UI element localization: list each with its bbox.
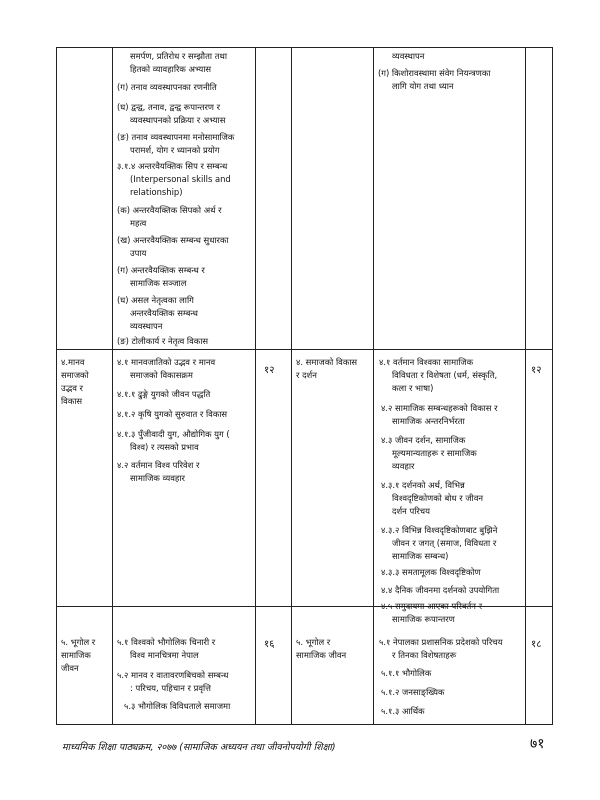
unit-5-hours-2: १८ [531,639,542,650]
content-line: (ङ) टोलीकार्य र नेतृत्व विकास [117,336,209,346]
content-line: ५.१.३ आर्थिक [381,706,425,716]
content-line: व्यवस्थापनको प्रक्रिया र अभ्यास [130,115,226,125]
content-line: ४.५ समुदायमा आएका परिवर्तन र [381,601,482,611]
content-line: र तिनका विशेषताहरू [392,650,457,660]
page-footer: माध्यमिक शिक्षा पाठ्यक्रम, २०७७ (सामाजिक अध्ययन तथा जीवनोपयोगी शिक्षा) [62,742,336,753]
topic-line: ५. भूगोल र [296,637,331,647]
table-border-left [56,47,57,725]
content-line: कला र भाषा) [392,383,434,393]
table-border-right [552,47,553,725]
content-line: (ग) अन्तरवैयक्तिक सम्बन्ध र [117,265,205,275]
unit-4-hours-2: १२ [531,365,542,376]
content-line: (ग) किशोरावस्थामा संवेग नियन्त्रणका [378,68,491,78]
content-line: ४.३.२ विभिन्न विश्वदृष्टिकोणबाट बुझिने [381,525,498,535]
content-line: ५.१ नेपालका प्रशासनिक प्रदेशको परिचय [379,637,503,647]
content-line: मूल्यमान्यताहरू र सामाजिक [392,448,477,458]
content-line: विश्व) र त्यसको प्रभाव [130,442,199,452]
content-line: (Interpersonal skills and [130,174,231,184]
unit-title-line: ५. भूगोल र [61,637,96,647]
content-line: व्यवस्थापन [392,51,425,61]
table-col-divider-3 [291,47,292,725]
content-line: ४.३.१ दर्शनको अर्थ, विभिन्न [381,480,465,490]
unit-title-line: समाजको [61,370,89,380]
content-line: व्यवस्थापन [130,321,163,331]
content-line: हितको व्यावहारिक अभ्यास [130,64,212,74]
content-line: (क) अन्तरवैयक्तिक सिपको अर्थ र [117,205,222,215]
unit-5-hours-1: १६ [264,639,275,650]
topic-line: सामाजिक जीवन [296,650,347,660]
unit-title-line: सामाजिक [61,650,91,660]
content-line: relationship) [130,187,183,197]
content-line: समाजको विकासक्रम [130,370,193,380]
content-line: ५.२ मानव र वातावरणबिचको सम्बन्ध [117,670,229,680]
content-line: महत्व [130,218,147,228]
table-col-divider-1 [112,47,113,725]
unit-title-line: जीवन [61,663,79,673]
table-col-divider-2 [255,47,256,725]
content-line: सामाजिक सञ्जाल [130,278,187,288]
table-col-divider-5 [525,47,526,725]
table-col-divider-4 [373,47,374,725]
content-line: ५.१ विश्वको भौगोलिक चिनारी र [117,637,216,647]
table-border-bottom [56,724,553,725]
content-line: व्यवहार [392,461,415,471]
content-line: सामाजिक रूपान्तरण [392,614,455,624]
content-line: ४.२ वर्तमान विश्व परिवेश र [117,460,200,470]
content-line: ४.२ सामाजिक सम्बन्धहरूको विकास र [381,403,498,413]
table-border-top [56,47,553,48]
content-line: ४.१ मानवजातिको उद्भव र मानव [117,357,216,367]
content-line: विश्वदृष्टिकोणको बोध र जीवन [392,493,484,503]
content-line: (घ) असल नेतृत्वका लागि [117,295,194,305]
content-line: विविधता र विशेषता (धर्म, संस्कृति, [392,370,498,380]
content-line: सामाजिक सम्बन्ध) [392,551,449,561]
content-line: ४.४ दैनिक जीवनमा दर्शनको उपयोगिता [381,585,500,595]
table-border-row1 [56,349,553,350]
content-line: (ख) अन्तरवैयक्तिक सम्बन्ध सुधारका [117,235,229,245]
content-line: लागि योग तथा ध्यान [392,81,454,91]
topic-line: ४. समाजको विकास [296,357,358,367]
content-line: अन्तरवैयक्तिक सम्बन्ध [130,308,198,318]
unit-title-line: ४.मानव [61,357,85,367]
content-line: ४.१.२ कृषि युगको सुरुवात र विकास [117,409,228,419]
content-line: ४.३.३ समतामूलक विश्वदृष्टिकोण [381,567,481,577]
unit-title-line: विकास [61,396,83,406]
content-line: (घ) द्वन्द्व, तनाव, द्वन्द्व रूपान्तरण र [117,102,221,112]
page-number: ७१ [530,736,545,752]
content-line: ४.१ वर्तमान विश्वका सामाजिक [379,357,474,367]
content-line: समर्पण, प्रतिरोध र सम्झौता तथा [130,51,228,61]
unit-title-line: उद्भव र [61,383,83,393]
unit-4-hours-1: १२ [264,365,275,376]
content-line: विश्व मानचित्रमा नेपाल [130,650,199,660]
content-line: (ग) तनाव व्यवस्थापनका रणनीति [117,82,217,92]
content-line: ५.३ भौगोलिक विविधताले समाजमा [124,701,231,711]
content-line: सामाजिक व्यवहार [130,473,185,483]
content-line: (ङ) तनाव व्यवस्थापनमा मनोसामाजिक [117,132,235,142]
content-line: सामाजिक अन्तरनिर्भरता [392,416,465,426]
content-line: दर्शन परिचय [392,506,430,516]
content-line: जीवन र जगत् (समाज, विविधता र [392,538,497,548]
content-line: ४.१.१ ढुङ्गे युगको जीवन पद्धति [117,389,211,399]
topic-line: र दर्शन [296,370,317,380]
content-line: ४.३ जीवन दर्शन, सामाजिक [381,435,466,445]
content-line: उपाय [130,248,147,258]
content-line: परामर्श, योग र ध्यानको प्रयोग [130,145,220,155]
content-line: : परिचय, पहिचान र प्रवृत्ति [130,683,211,693]
content-line: ५.१.२ जनसाङ्ख्यिक [381,687,445,697]
content-line: ३.१.४ अन्तरवैयक्तिक सिप र सम्बन्ध [117,161,228,171]
content-line: ४.१.३ पुँजीवादी युग, औद्योगिक युग ( [117,429,230,439]
content-line: ५.१.१ भौगोलिक [381,668,432,678]
